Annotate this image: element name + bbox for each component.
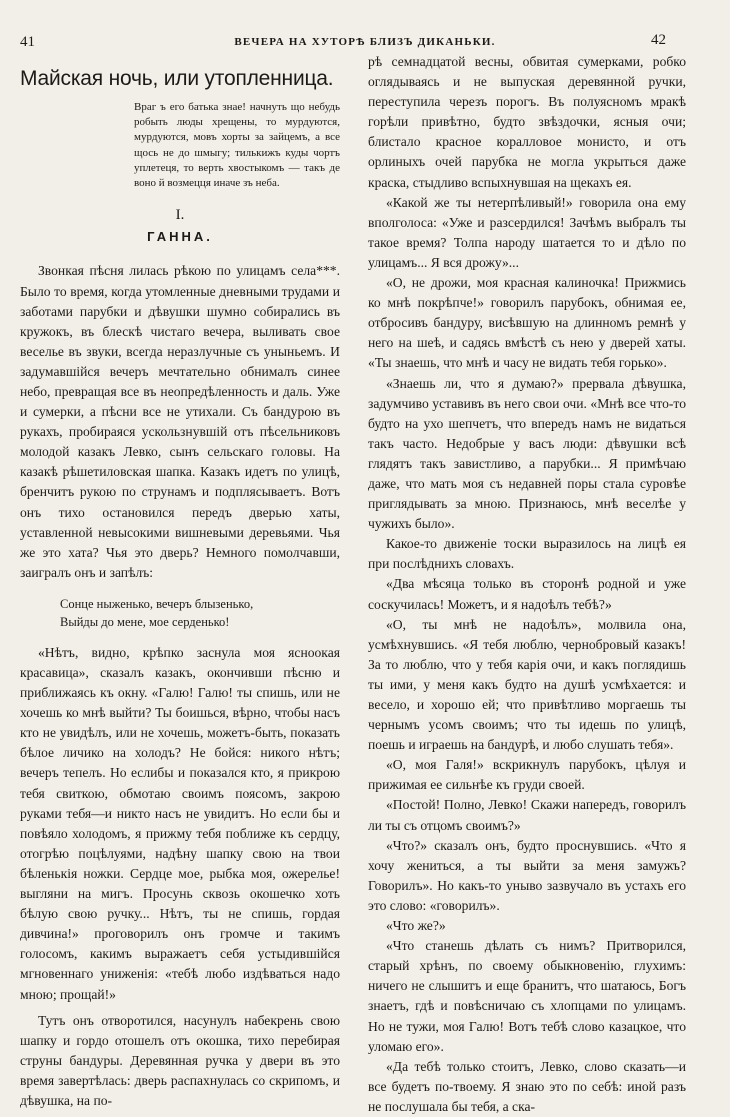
paragraph: «О, не дрожи, моя красная калиночка! Прижмись ко мнѣ покрѣпче!» говорилъ парубокъ, обнимая ее, отбросивъ бандуру, висѣвшую на длинномъ ремнѣ у него на шеѣ, и садясь вмѣстѣ съ нею у дверей хаты. «Ты знаешь, что мнѣ и часу не видать тебя горько». bbox=[368, 275, 686, 371]
paragraph: рѣ семнадцатой весны, обвитая сумерками, робко оглядываясь и не выпуская деревянной ручки, переступила черезъ порогъ. Въ полуясномъ мракѣ горѣли привѣтно, будто звѣздочки, ясныя очи; блистало красное коралловое монисто, и отъ орлиныхъ очей парубка не могла укрыться даже краска, стыдливо вспыхнувшая на щекахъ ея. bbox=[368, 54, 686, 190]
left-column bbox=[20, 64, 340, 1111]
song-verse bbox=[60, 595, 340, 631]
page-number-right: 42 bbox=[651, 32, 666, 48]
paragraph: «Нѣтъ, видно, крѣпко заснула моя ясноокая красавица», сказалъ казакъ, окончивши пѣсню и приближаясь къ окну. «Галю! Галю! ты спишь, или не хочешь ко мнѣ выйти? Ты боишься, вѣрно, чтобы насъ кто не увидѣлъ, или не хочешь, можетъ-быть, показать бѣлое личико на холодъ? Не бойся: никого нѣтъ; вечеръ тепелъ. Но еслибы и показался кто, я прикрою тебя свиткою, обмотаю своимъ поясомъ, закрою руками тебя—и никто насъ не увидитъ. Но если бы и повѣяло холодомъ, я прижму тебя поближе къ сердцу, отогрѣю поцѣлуями, надѣну шапку свою на твои бѣленькія ножки. Сердце мое, рыбка моя, ожерелье! выгляни на мигъ. Просунь сквозь окошечко хоть бѣлую свою ручку... Нѣтъ, ты не спишь, гордая дивчина!» проговорилъ онъ громче и такимъ голосомъ, какимъ выражаетъ себя устыдившійся мгновеннаго униженія: «тебѣ любо издѣваться надо мною; прощай!» bbox=[20, 644, 340, 1002]
paragraph: «Что станешь дѣлать съ нимъ? Притворился, старый хрѣнъ, по своему обыкновенію, глухимъ: ничего не слышитъ и еще бранитъ, что шатаюсь, Богъ знаетъ, гдѣ и повѣсничаю съ хлопцами по улицамъ. Но не тужи, моя Галю! Вотъ тебѣ слово казацкое, что уломаю его». bbox=[368, 938, 686, 1054]
paragraph: «Какой же ты нетерпѣливый!» говорила она ему вполголоса: «Уже и разсердился! Зачѣмъ выбралъ ты такое время? Толпа народу шатается то и дѣло по улицамъ... Я вся дрожу»... bbox=[368, 194, 686, 270]
chapter-number: I. bbox=[175, 207, 185, 224]
paragraph: «О, ты мнѣ не надоѣлъ», молвила она, усмѣхнувшись. «Я тебя люблю, чернобровый казакъ! За то люблю, что у тебя карія очи, и какъ поглядишь ты ими, у меня какъ будто на душѣ усмѣхается: и весело, и хорошо ей; что привѣтливо моргаешь ты чернымъ усомъ своимъ; что ты идешь по улицѣ, поешь и играешь на бандурѣ, и любо слушать тебя». bbox=[368, 616, 686, 753]
paragraph: «Два мѣсяца только въ сторонѣ родной и уже соскучилась! Можетъ, и я надоѣлъ тебѣ?» bbox=[368, 576, 686, 612]
epigraph: Враг ъ его батька знае! начнуть що небудь робыть люды хрещены, то мурдуются, мурдуются, мовъ хорты за зайцемъ, а все щось не до шмыгу; тилькижъ куды чортъ уплетеця, то верть хвостыкомъ — такъ де воно й возмецця иначе зъ неба. bbox=[134, 101, 340, 190]
paragraph: Тутъ онъ отворотился, насунулъ набекрень свою шапку и гордо отошелъ отъ окошка, тихо перебирая струны бандуры. Деревянная ручка у двери въ это время завертѣлась: дверь распахнулась со скрипомъ, и дѣвушка, на по- bbox=[20, 1012, 340, 1108]
page-number-left: 41 bbox=[20, 34, 35, 50]
paragraph: Какое-то движеніе тоски выразилось на лицѣ ея при послѣднихъ словахъ. bbox=[368, 536, 686, 572]
paragraph: «Знаешь ли, что я думаю?» прервала дѣвушка, задумчиво уставивъ въ него свои очи. «Мнѣ все что-то будто на ухо шепчетъ, что впередъ намъ не видаться такъ часто. Недобрые у васъ люди: дѣвушки всѣ глядятъ такъ завистливо, а парубки... Я примѣчаю даже, что мать моя съ недавней поры стала суровѣе приглядывать за мною. Признаюсь, мнѣ веселѣе у чужихъ было». bbox=[368, 375, 686, 532]
paragraph: «Да тебѣ только стоитъ, Левко, слово сказать—и все будетъ по-твоему. Я знаю это по себѣ: иной разъ не послушала бы тебя, а ска- bbox=[368, 1058, 686, 1114]
right-column bbox=[368, 52, 686, 1117]
chapter-title: ГАННА. bbox=[147, 229, 213, 245]
verse-line: Сонце ныженько, вечеръ блызенько, bbox=[60, 596, 254, 611]
paragraph: «Постой! Полно, Левко! Скажи напередъ, говорилъ ли ты съ отцомъ своимъ?» bbox=[368, 797, 686, 833]
paragraph: Звонкая пѣсня лилась рѣкою по улицамъ села***. Было то время, когда утомленные дневными трудами и заботами парубки и дѣвушки шумно собирались въ кружокъ, въ блескѣ чистаго вечера, выливать свое веселье въ звуки, всегда неразлучные съ уныньемъ. И задумавшійся вечеръ мечтательно обнималъ синее небо, превращая все въ неопредѣленность и даль. Уже и сумерки, а пѣсни все не утихали. Съ бандурою въ рукахъ, пробираяся ускользнувшій отъ пѣсельниковъ молодой казакъ Левко, сынъ сельскаго головы. На казакѣ рѣшетиловская шапка. Казакъ идетъ по улицѣ, бренчитъ рукою по струнамъ и подплясываетъ. Вотъ онъ тихо остановился передъ дверью хаты, уставленной невысокими вишневыми деревьями. Чья же это хата? Чья это дверь? Немного помолчавши, заигралъ онъ и запѣлъ: bbox=[20, 263, 340, 580]
story-title: Майская ночь, или утопленница. bbox=[20, 67, 334, 90]
running-head: ВЕЧЕРА НА ХУТОРѢ БЛИЗЪ ДИКАНЬКИ. bbox=[234, 36, 496, 48]
paragraph: «Что?» сказалъ онъ, будто проснувшись. «Что я хочу жениться, а ты выйти за меня замужъ? Говорилъ». Но какъ-то уныво зазвучало въ устахъ его это слово: «говорилъ». bbox=[368, 837, 686, 913]
paragraph: «Что же?» bbox=[386, 918, 446, 934]
paragraph: «О, моя Галя!» вскрикнулъ парубокъ, цѣлуя и прижимая ее сильнѣе къ груди своей. bbox=[368, 757, 686, 793]
verse-line: Выйды до мене, мое серденько! bbox=[60, 614, 230, 629]
